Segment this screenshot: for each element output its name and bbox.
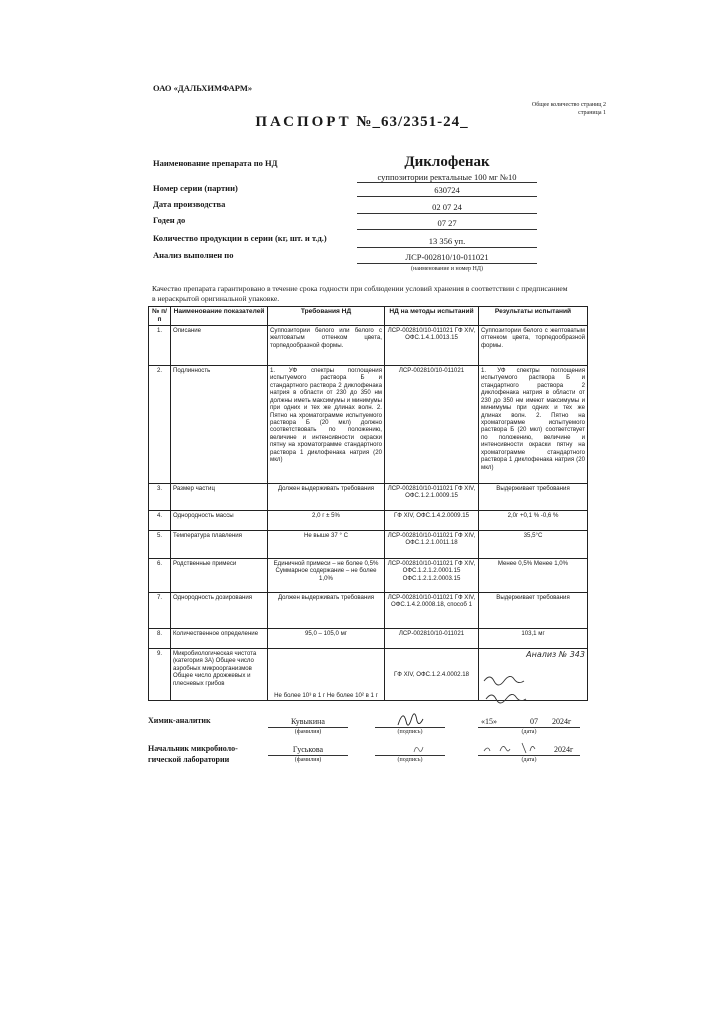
header-results: Результаты испытаний [479,307,588,326]
row-result: 1. УФ спектры поглощения испытуемого раствора Б и стандартного раствора 2 диклофенака натрия в области от 230 до 350 нм имеют максимумы и минимумы при одних и тех же длинах волн. 2. Пятно на хроматограмме испытуемого раствора Б (20 мкл) соответствует по положению, величине и интенсивности окраски пятну на хроматограмме стандартного раствора 1 диклофенака натрия (20 мкл) [479,366,588,484]
microbiology-head-label-line1: Начальник микробиоло- [148,744,238,753]
title-word: ПАСПОРТ [255,114,352,130]
row-method: ЛСР-002810/10-011021 [385,629,479,649]
header-num: № п/п [149,307,171,326]
analysis-label: Анализ выполнен по [153,250,234,260]
table-header-row [149,307,588,326]
quality-statement: Качество препарата гарантировано в течение срока годности при соблюдении условий хранения в соответствии с предписанием в нераскрытой оригинальной упаковке. [152,284,568,304]
row-requirement: Не выше 37 ° С [268,531,385,559]
row-num: 4. [149,511,171,531]
row-num: 7. [149,593,171,629]
row-indicator: Микробиологическая чистота (категория 3А) Общее число аэробных микроорганизмов Общее число дрожжевых и плесневых грибов [171,649,268,701]
row-indicator: Температура плавления [171,531,268,559]
handwritten-results-mark [482,665,542,705]
row-indicator: Количественное определение [171,629,268,649]
expiry-underline [357,229,537,230]
row-method: ЛСР-002810/10-011021 [385,366,479,484]
table-row [149,593,588,629]
row-num: 8. [149,629,171,649]
chemist-surname-caption: (фамилия) [294,729,322,735]
row-indicator: Описание [171,326,268,366]
microbiology-head-signature [410,740,426,756]
drug-form-underline [357,182,537,183]
row-result: Анализ № 343 [479,649,588,701]
chemist-date-caption: (дата) [521,729,537,735]
title-number: №_63/2351-24_ [356,114,469,130]
row-result: 35,5°С [479,531,588,559]
test-results-table [148,306,588,701]
microbiology-head-date-year: 2024г [554,745,574,754]
chemist-label: Химик-аналитик [148,716,211,725]
row-result: Выдерживает требования [479,593,588,629]
series-value: 630724 [434,185,460,195]
table-row [149,629,588,649]
row-method: ГФ XIV, ОФС.1.2.4.0002.18 [385,649,479,701]
header-requirements: Требования НД [268,307,385,326]
microbiology-head-name: Гуськова [292,745,324,754]
row-requirement: 1. УФ спектры поглощения испытуемого раствора Б и стандартного раствора 2 диклофенака натрия в области от 230 до 350 нм должны иметь максимумы и минимумы при одних и тех же длинах волн. 2. Пятно на хроматограмме испытуемого раствора Б (20 мкл) должно соответствовать по положению, величине и интенсивности окраски пятну на хроматограмме стандартного раствора 1 диклофенака натрия (20 мкл) [268,366,385,484]
expiry-label: Годен до [153,215,186,225]
quantity-value: 13 356 уп. [428,236,466,246]
row-indicator: Подлинность [171,366,268,484]
table-row [149,326,588,366]
table-row [149,531,588,559]
row-num: 6. [149,559,171,593]
row-method: ЛСР-002810/10-011021 ГФ XIV, ОФС.1.2.1.2.0001.15 ОФС.1.2.1.2.0003.15 [385,559,479,593]
chemist-signature-line [375,727,445,728]
microbiology-head-date-line [478,755,580,756]
row-method: ЛСР-002810/10-011021 ГФ XIV, ОФС.1.4.1.0013.15 [385,326,479,366]
row-num: 9. [149,649,171,701]
row-requirement: Должен выдерживать требования [268,593,385,629]
chemist-date-year: 2024г [552,717,572,726]
analysis-underline [357,263,537,264]
table-row [149,484,588,511]
analysis-doc: ЛСР-002810/10-011021 [405,252,489,262]
table-row [149,511,588,531]
header-methods: НД на методы испытаний [385,307,479,326]
chemist-date-day: «15» [481,717,497,726]
company-name: ОАО «ДАЛЬХИМФАРМ» [153,83,253,93]
microbiology-head-signature-line [375,755,445,756]
chemist-date-line [478,727,580,728]
row-method: ЛСР-002810/10-011021 ГФ XIV, ОФС.1.2.1.0009.15 [385,484,479,511]
row-result: 2,0г +0,1 % -0,6 % [479,511,588,531]
page-count-total: Общее количество страниц 2 [531,102,606,108]
row-requirement: Не более 10³ в 1 г Не более 10² в 1 г [268,649,385,701]
chemist-name: Кувыкина [291,717,325,726]
chemist-date-month: 07 [530,717,538,726]
row-requirement: 95,0 – 105,0 мг [268,629,385,649]
row-requirement: 2,0 г ± 5% [268,511,385,531]
row-requirement: Единичной примеси – не более 0,5% Суммарное содержание – не более 1,0% [268,559,385,593]
page-number: страница 1 [578,109,606,116]
row-result: Выдерживает требования [479,484,588,511]
row-method: ЛСР-002810/10-011021 ГФ XIV, ОФС.1.4.2.0008.18, способ 1 [385,593,479,629]
series-underline [357,196,537,197]
microbiology-head-label [148,744,238,766]
row-indicator: Однородность дозирования [171,593,268,629]
manufacture-date-label: Дата производства [153,199,226,209]
row-requirement: Должен выдерживать требования [268,484,385,511]
quantity-label: Количество продукции в серии (кг, шт. и т.д.) [153,233,327,243]
row-result: Суппозитории белого с желтоватым оттенком цвета, торпедообразной формы. [479,326,588,366]
microbiology-head-name-line [268,755,348,756]
row-indicator: Размер частиц [171,484,268,511]
microbiology-head-label-line2: гической лаборатории [148,754,230,764]
microbiology-head-surname-caption: (фамилия) [294,757,322,763]
product-name-label: Наименование препарата по НД [153,158,278,168]
microbiology-head-date-caption: (дата) [521,757,537,763]
chemist-signature-caption: (подпись) [397,729,423,735]
table-row [149,559,588,593]
expiry-value: 07 27 [437,218,457,228]
analysis-note: (наименование и номер НД) [411,266,483,272]
header-indicator: Наименование показателей [171,307,268,326]
row-method: ГФ XIV, ОФС.1.4.2.0009.15 [385,511,479,531]
drug-name: Диклофенак [404,154,490,170]
chemist-name-line [268,727,348,728]
series-label: Номер серии (партии) [153,183,238,193]
table-row [149,366,588,484]
row-method: ЛСР-002810/10-011021 ГФ XIV, ОФС.1.2.1.0011.18 [385,531,479,559]
manufacture-date-underline [357,213,537,214]
drug-form: суппозитории ректальные 100 мг №10 [377,172,517,182]
row-num: 3. [149,484,171,511]
microbiology-head-signature-caption: (подпись) [397,757,423,763]
row-num: 1. [149,326,171,366]
document-title [0,114,724,131]
row-num: 2. [149,366,171,484]
row-result: Менее 0,5% Менее 1,0% [479,559,588,593]
manufacture-date-value: 02 07 24 [432,202,462,212]
row-indicator: Однородность массы [171,511,268,531]
row-requirement: Суппозитории белого или белого с желтоватым оттенком цвета, торпедообразной формы. [268,326,385,366]
row-num: 5. [149,531,171,559]
quantity-underline [357,247,537,248]
row-result: 103,1 мг [479,629,588,649]
row-indicator: Родственные примеси [171,559,268,593]
